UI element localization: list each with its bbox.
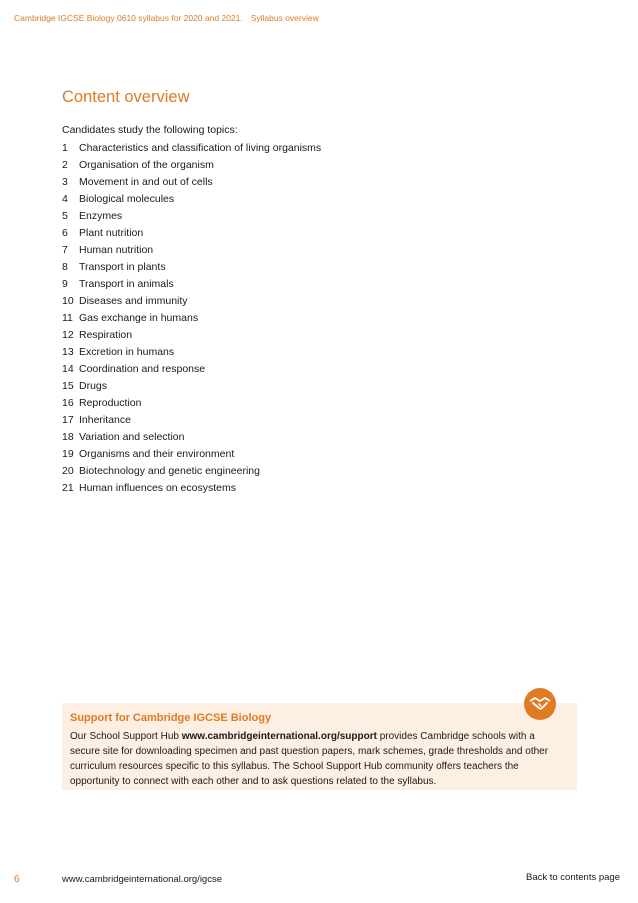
topic-label: Biological molecules bbox=[79, 193, 175, 205]
topic-item bbox=[62, 140, 321, 157]
topic-item bbox=[62, 429, 321, 446]
topic-label: Human nutrition bbox=[79, 244, 154, 256]
topic-number: 19 bbox=[62, 448, 74, 460]
topic-number: 3 bbox=[62, 176, 68, 188]
topic-number: 14 bbox=[62, 363, 74, 375]
topics-intro: Candidates study the following topics: bbox=[62, 124, 238, 136]
topic-item bbox=[62, 480, 321, 497]
topic-item bbox=[62, 259, 321, 276]
header-doc-title: Cambridge IGCSE Biology 0610 syllabus for 2020 and 2021. bbox=[14, 13, 243, 23]
topic-number: 4 bbox=[62, 193, 68, 205]
topic-label: Organisation of the organism bbox=[79, 159, 214, 171]
topic-item bbox=[62, 208, 321, 225]
topic-number: 15 bbox=[62, 380, 74, 392]
page-title: Content overview bbox=[62, 88, 190, 106]
support-body-pre: Our School Support Hub bbox=[70, 731, 182, 742]
topic-number: 10 bbox=[62, 295, 74, 307]
topic-label: Excretion in humans bbox=[79, 346, 175, 358]
topic-item bbox=[62, 463, 321, 480]
topic-item bbox=[62, 412, 321, 429]
support-body-post: provides Cambridge schools with a secure site for downloading specimen and past question papers, mark schemes, grade thresholds and other curriculum resources specific to this syllabus. The School Support Hub community offers teachers the opportunity to connect with each other and to ask questions related to the syllabus. bbox=[70, 731, 549, 787]
support-body bbox=[70, 729, 565, 789]
topic-label: Characteristics and classification of living organisms bbox=[79, 142, 322, 154]
topic-item bbox=[62, 446, 321, 463]
topic-item bbox=[62, 327, 321, 344]
topic-label: Organisms and their environment bbox=[79, 448, 235, 460]
topic-label: Biotechnology and genetic engineering bbox=[79, 465, 260, 477]
topic-item bbox=[62, 174, 321, 191]
topic-number: 8 bbox=[62, 261, 68, 273]
topic-number: 7 bbox=[62, 244, 68, 256]
topic-label: Movement in and out of cells bbox=[79, 176, 213, 188]
topic-label: Transport in plants bbox=[79, 261, 166, 273]
footer-url-link[interactable]: www.cambridgeinternational.org/igcse bbox=[62, 874, 222, 885]
topic-label: Gas exchange in humans bbox=[79, 312, 199, 324]
topic-label: Respiration bbox=[79, 329, 133, 341]
topic-number: 17 bbox=[62, 414, 74, 426]
topic-item bbox=[62, 225, 321, 242]
topic-label: Inheritance bbox=[79, 414, 131, 426]
topic-label: Variation and selection bbox=[79, 431, 185, 443]
support-title: Support for Cambridge IGCSE Biology bbox=[70, 712, 272, 724]
topic-number: 9 bbox=[62, 278, 68, 290]
topic-number: 18 bbox=[62, 431, 74, 443]
topic-number: 12 bbox=[62, 329, 74, 341]
topic-item bbox=[62, 344, 321, 361]
topic-label: Human influences on ecosystems bbox=[79, 482, 236, 494]
topic-number: 6 bbox=[62, 227, 68, 239]
topic-number: 1 bbox=[62, 142, 68, 154]
topic-number: 5 bbox=[62, 210, 68, 222]
topic-label: Coordination and response bbox=[79, 363, 206, 375]
topic-label: Enzymes bbox=[79, 210, 123, 222]
topic-item bbox=[62, 395, 321, 412]
topic-item bbox=[62, 378, 321, 395]
topic-item bbox=[62, 157, 321, 174]
topic-label: Diseases and immunity bbox=[79, 295, 188, 307]
topic-item bbox=[62, 310, 321, 327]
topic-label: Transport in animals bbox=[79, 278, 174, 290]
back-to-contents-link[interactable]: Back to contents page bbox=[525, 872, 620, 883]
header-section: Syllabus overview bbox=[250, 13, 319, 23]
page-number: 6 bbox=[14, 874, 20, 885]
topic-item bbox=[62, 276, 321, 293]
topic-item bbox=[62, 293, 321, 310]
topic-number: 21 bbox=[62, 482, 74, 494]
topic-item bbox=[62, 191, 321, 208]
topic-label: Drugs bbox=[79, 380, 108, 392]
topic-number: 11 bbox=[62, 312, 73, 324]
topic-item bbox=[62, 361, 321, 378]
topic-number: 16 bbox=[62, 397, 74, 409]
topic-list bbox=[62, 140, 321, 497]
topic-item bbox=[62, 242, 321, 259]
support-box bbox=[62, 703, 577, 790]
topic-label: Plant nutrition bbox=[79, 227, 144, 239]
support-link[interactable]: www.cambridgeinternational.org/support bbox=[181, 731, 377, 742]
topic-label: Reproduction bbox=[79, 397, 142, 409]
handshake-icon bbox=[524, 688, 556, 720]
topic-number: 2 bbox=[62, 159, 68, 171]
topic-number: 20 bbox=[62, 465, 74, 477]
topic-number: 13 bbox=[62, 346, 74, 358]
running-header bbox=[14, 13, 319, 23]
